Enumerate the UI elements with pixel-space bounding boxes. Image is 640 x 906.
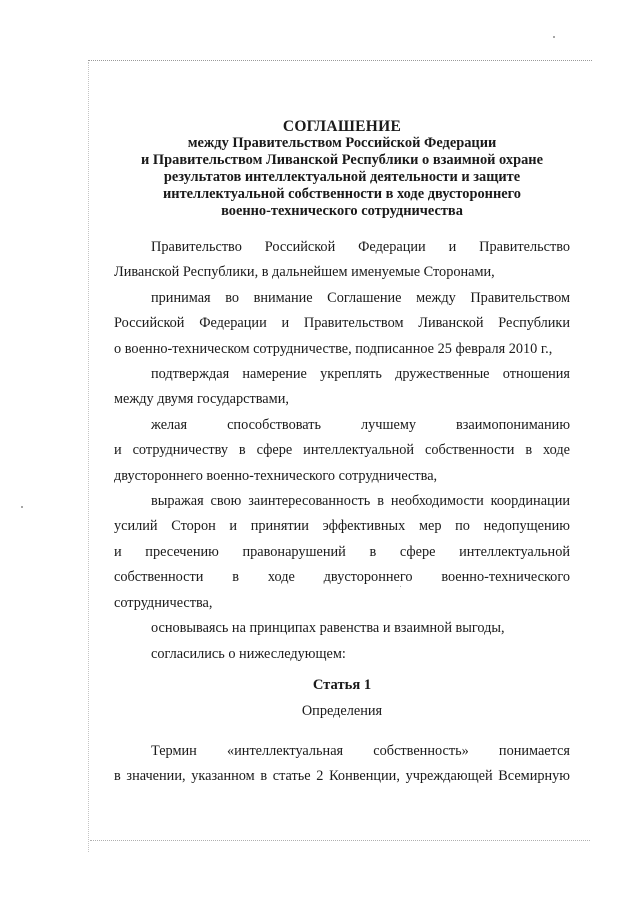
preamble-paragraph	[114, 642, 570, 667]
preamble-paragraph	[114, 235, 570, 286]
text-line: и пресечению правонарушений в сфере интеллектуальной	[114, 543, 570, 560]
title-line: военно-технического сотрудничества	[221, 203, 463, 219]
text-line: Термин «интеллектуальная собственность» понимается	[151, 743, 570, 759]
preamble-paragraph	[114, 489, 570, 616]
text-line: усилий Сторон и принятии эффективных мер по недопущению	[114, 518, 570, 535]
preamble-paragraph	[114, 286, 570, 362]
text-line: в значении, указанном в статье 2 Конвенции, учреждающей Всемирную	[114, 768, 570, 785]
text-line: Правительство Российской Федерации и Правительство	[151, 239, 570, 255]
title-heading: СОГЛАШЕНИЕ	[282, 118, 402, 135]
article-body	[114, 739, 570, 790]
title-line: и Правительством Ливанской Республики о взаимной охране	[141, 152, 543, 168]
text-line: подтверждая намерение укреплять дружественные отношения	[151, 366, 570, 383]
document-title	[112, 118, 572, 220]
scan-speck	[21, 506, 23, 508]
preamble-paragraph	[114, 413, 570, 489]
text-line: принимая во внимание Соглашение между Правительством	[151, 289, 570, 306]
title-line: между Правительством Российской Федерации	[187, 135, 497, 151]
text-line: сотрудничества,	[114, 594, 213, 611]
title-line: интеллектуальной собственности в ходе двустороннего	[162, 186, 522, 202]
preamble-paragraph	[114, 362, 570, 413]
scan-speck	[553, 36, 555, 38]
text-line: о военно-техническом сотрудничестве, подписанное 25 февраля 2010 г.,	[114, 340, 553, 357]
text-line: Ливанской Республики, в дальнейшем именуемые Сторонами,	[114, 264, 495, 281]
scan-edge-top	[88, 60, 592, 61]
article-title: Определения	[301, 703, 383, 719]
text-line: основываясь на принципах равенства и взаимной выгоды,	[151, 620, 505, 637]
text-line: желая способствовать лучшему взаимопониманию	[151, 416, 570, 433]
text-line: Российской Федерации и Правительством Ливанской Республики	[114, 315, 570, 332]
scan-edge-left	[88, 62, 89, 852]
article-number: Статья 1	[312, 677, 372, 693]
text-line: согласились о нижеследующем:	[151, 645, 346, 662]
title-line: результатов интеллектуальной деятельности и защите	[163, 169, 521, 185]
text-line: двустороннего военно-технического сотрудничества,	[114, 467, 438, 484]
text-line: выражая свою заинтересованность в необходимости координации	[151, 493, 570, 510]
article-paragraph	[114, 739, 570, 790]
text-line: собственности в ходе двустороннего военно-технического	[114, 569, 570, 586]
preamble-paragraph	[114, 616, 570, 641]
scan-edge-bottom	[90, 840, 590, 841]
text-line: и сотрудничеству в сфере интеллектуальной собственности в ходе	[114, 442, 570, 459]
text-line: между двумя государствами,	[114, 391, 289, 408]
preamble	[114, 235, 570, 667]
